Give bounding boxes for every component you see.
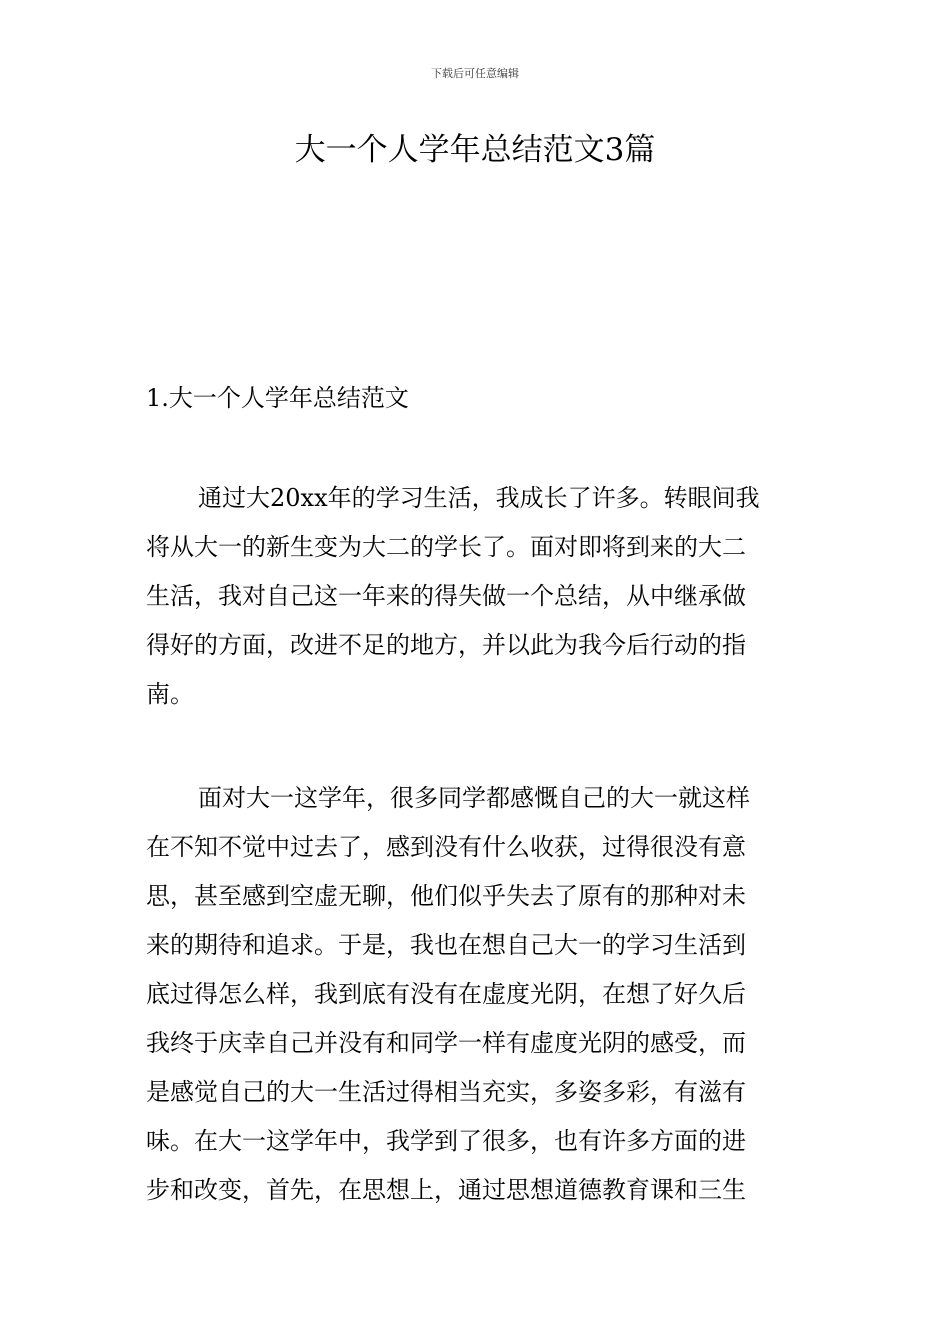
paragraph-line: 将从大一的新生变为大二的学长了。面对即将到来的大二 bbox=[146, 533, 746, 561]
paragraph-line: 生活，我对自己这一年来的得失做一个总结，从中继承做 bbox=[146, 582, 746, 610]
paragraph-line: 通过大20xx年的学习生活，我成长了许多。转眼间我 bbox=[198, 484, 760, 512]
paragraph-line: 得好的方面，改进不足的地方，并以此为我今后行动的指 bbox=[146, 631, 746, 659]
paragraph-line: 味。在大一这学年中，我学到了很多，也有许多方面的进 bbox=[146, 1127, 746, 1155]
paragraph-line: 面对大一这学年，很多同学都感慨自己的大一就这样 bbox=[198, 784, 750, 812]
paragraph-line: 步和改变，首先，在思想上，通过思想道德教育课和三生 bbox=[146, 1176, 746, 1204]
paragraph-line: 思，甚至感到空虚无聊，他们似乎失去了原有的那种对未 bbox=[146, 882, 746, 910]
paragraph-line: 来的期待和追求。于是，我也在想自己大一的学习生活到 bbox=[146, 931, 746, 959]
paragraph-line: 是感觉自己的大一生活过得相当充实，多姿多彩，有滋有 bbox=[146, 1078, 746, 1106]
paragraph bbox=[146, 474, 808, 719]
header-note: 下载后可任意编辑 bbox=[431, 67, 519, 80]
paragraph-line: 底过得怎么样，我到底有没有在虚度光阴，在想了好久后 bbox=[146, 980, 746, 1008]
paragraph-line: 在不知不觉中过去了，感到没有什么收获，过得很没有意 bbox=[146, 833, 746, 861]
paragraph-line: 我终于庆幸自己并没有和同学一样有虚度光阴的感受，而 bbox=[146, 1029, 746, 1057]
page-title: 大一个人学年总结范文3篇 bbox=[294, 132, 656, 168]
paragraph bbox=[146, 774, 808, 1215]
section-heading: 1.大一个人学年总结范文 bbox=[146, 384, 409, 412]
paragraph-line: 南。 bbox=[146, 680, 194, 708]
